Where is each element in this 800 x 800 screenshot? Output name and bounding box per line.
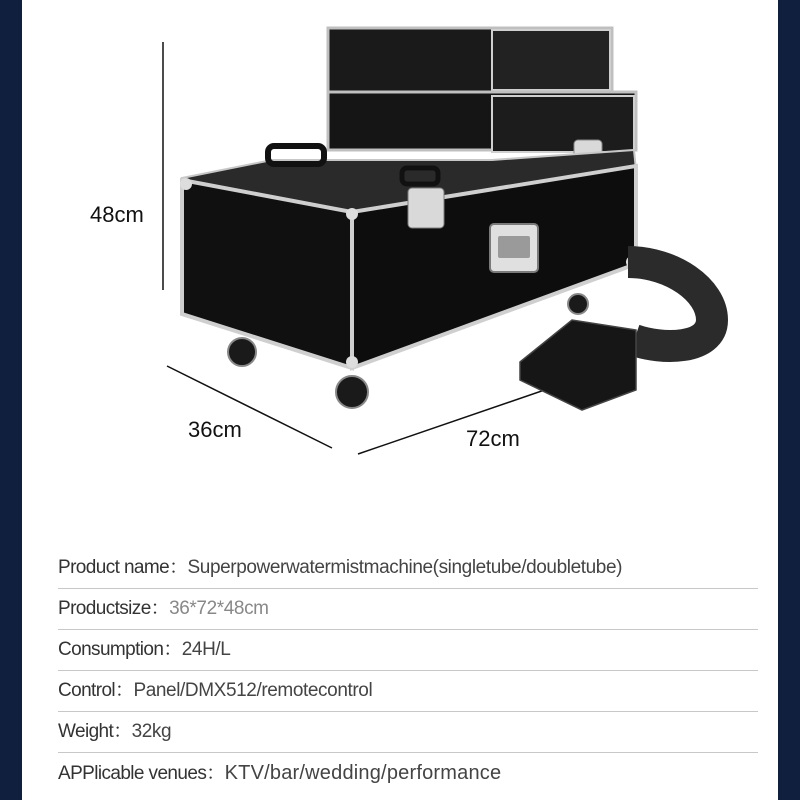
spec-list [58, 548, 758, 793]
spec-value: 32kg [131, 721, 172, 742]
length-dimension-line [358, 384, 562, 454]
spec-row-product-name [58, 548, 758, 589]
spec-row-product-size [58, 589, 758, 630]
spec-value: Superpowerwatermistmachine(singletube/doubletube) [187, 557, 623, 578]
spec-row-control [58, 671, 758, 712]
spec-value: KTV/bar/wedding/performance [224, 762, 502, 784]
spec-label: Weight： [58, 721, 132, 742]
length-label: 72cm [466, 426, 520, 451]
product-page [22, 0, 778, 800]
spec-label: Control： [58, 680, 134, 701]
spec-label: Product name： [58, 557, 188, 578]
case-latch [408, 188, 444, 228]
spec-value: Panel/DMX512/remotecontrol [133, 680, 373, 701]
height-label: 48cm [90, 202, 144, 227]
spec-row-weight [58, 712, 758, 753]
output-hose [628, 262, 712, 346]
case-side [182, 180, 352, 368]
spec-value: 36*72*48cm [169, 598, 269, 619]
water-mist-machine-illustration [22, 0, 778, 520]
spec-row-venues [58, 753, 758, 793]
spec-label: APPlicable venues： [58, 763, 225, 784]
fog-outlet-box [520, 320, 636, 410]
spec-value: 24H/L [181, 639, 231, 660]
spec-label: Consumption： [58, 639, 182, 660]
spec-label: Productsize： [58, 598, 170, 619]
spec-row-consumption [58, 630, 758, 671]
depth-label: 36cm [188, 417, 242, 442]
machine-handle [268, 146, 324, 164]
product-figure [22, 0, 778, 520]
